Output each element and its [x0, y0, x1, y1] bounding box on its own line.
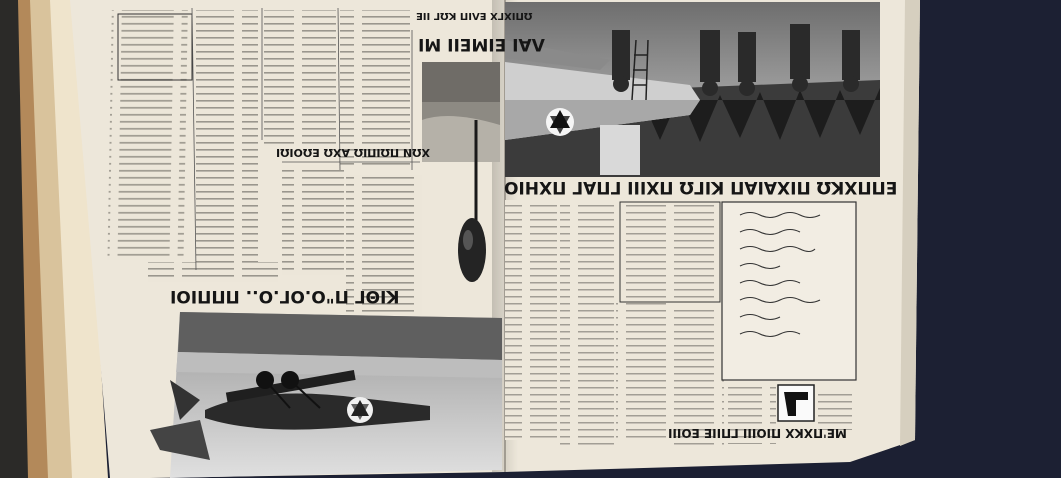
left-column-7	[148, 262, 278, 282]
right-column-4	[672, 305, 724, 445]
right-column-3	[616, 300, 668, 440]
left-column-1	[107, 10, 187, 260]
right-column-1	[505, 200, 557, 440]
left-headline-top: ΛΑΙ ΕΙΜΕΙΙ ΜΙ	[418, 34, 545, 54]
bomb-graphic	[458, 218, 486, 282]
left-column-5	[282, 165, 344, 275]
right-footer-line: ΜΕ'ΠΧΚΧ ΠΙΟΙΙΙ ΓΠΙΙΕ ΕΟΙΙΙ	[668, 426, 847, 440]
left-column-3	[264, 10, 336, 146]
handwriting-box	[722, 202, 856, 380]
left-kicker-top: ΩΠΙΧΓΧ ΕΛΙΠ ΚΩΓ ΙΙΕ	[416, 10, 533, 21]
left-headline-bottom: ΚΙΘΓ Π"Ο.ΟΓ.Ο.. ΠΠΠΙΟΙ	[170, 286, 400, 306]
left-column-2	[196, 10, 258, 265]
boxed-article	[620, 202, 720, 302]
left-headline-middle: ΧΩΝ ΠΩΙΠΙΩ ΑΧΩ ΕΩΟΙΩΙ	[276, 146, 430, 159]
right-column-2	[560, 200, 614, 445]
right-headline: ΕΠΠΧΚΩ ΠΙΧΑΙΑΠ ΚΙΓΩ ΠΧΙΙΙ ΓΠΑΓ ΠΧΗΙΟ	[504, 177, 898, 197]
